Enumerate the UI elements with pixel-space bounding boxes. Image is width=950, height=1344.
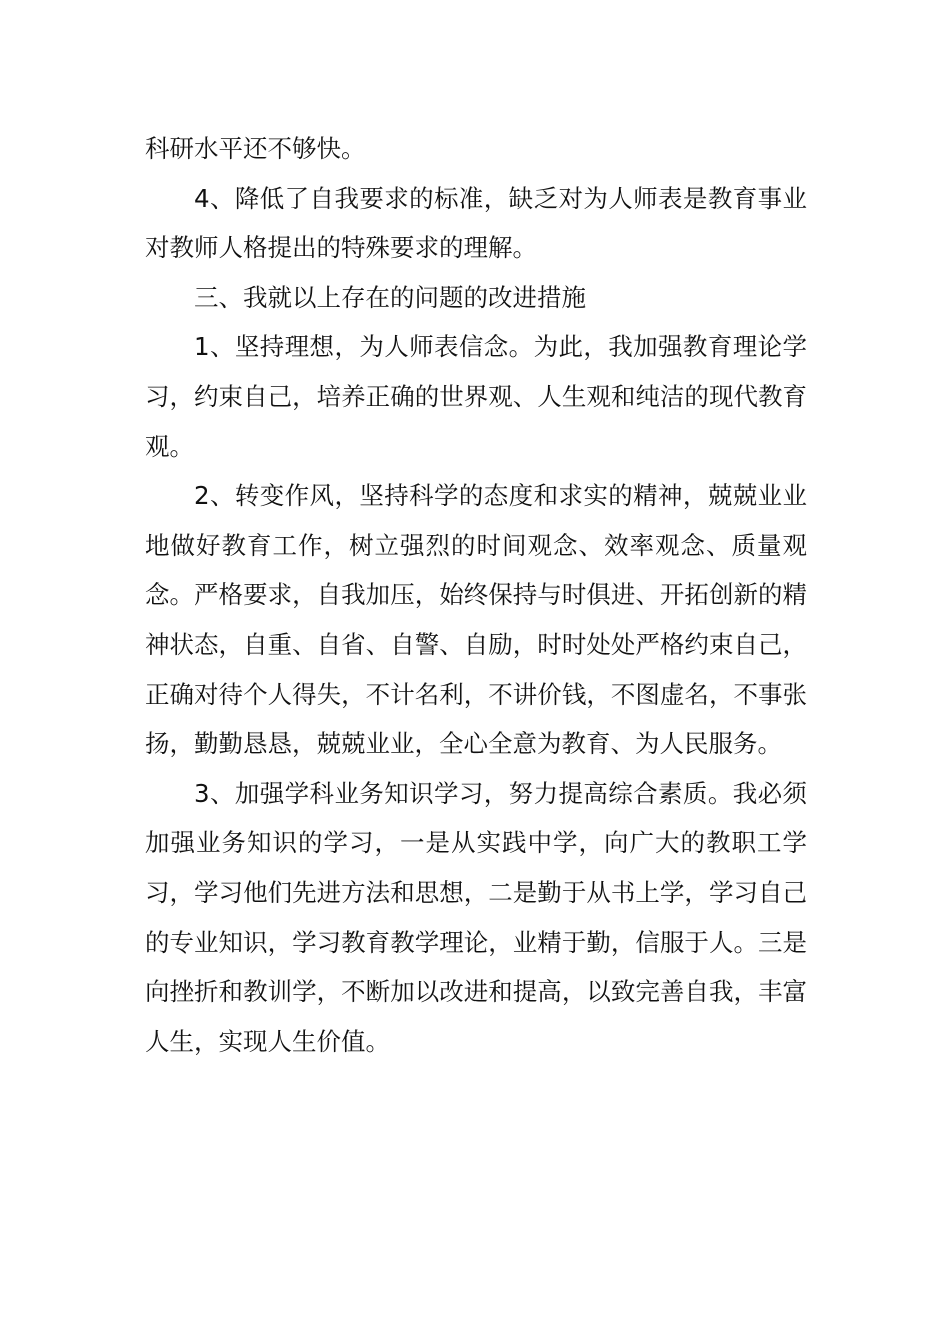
document-body bbox=[145, 124, 807, 1066]
paragraph-measure-1: 1、坚持理想，为人师表信念。为此，我加强教育理论学习，约束自己，培养正确的世界观、人生观和纯洁的现代教育观。 bbox=[145, 332, 807, 461]
paragraph-continuation: 科研水平还不够快。 bbox=[145, 134, 366, 163]
paragraph-measure-2: 2、转变作风，坚持科学的态度和求实的精神，兢兢业业地做好教育工作，树立强烈的时间观念、效率观念、质量观念。严格要求，自我加压，始终保持与时俱进、开拓创新的精神状态，自重、自省、自警、自励，时时处处严格约束自己，正确对待个人得失，不计名利，不讲价钱，不图虚名，不事张扬，勤勤恳恳，兢兢业业，全心全意为教育、为人民服务。 bbox=[145, 481, 807, 759]
paragraph-measure-3: 3、加强学科业务知识学习，努力提高综合素质。我必须加强业务知识的学习，一是从实践中学，向广大的教职工学习，学习他们先进方法和思想，二是勤于从书上学，学习自己的专业知识，学习教育教学理论，业精于勤，信服于人。三是向挫折和教训学，不断加以改进和提高，以致完善自我，丰富人生，实现人生价值。 bbox=[145, 778, 807, 1056]
paragraph-item-4: 4、降低了自我要求的标准，缺乏对为人师表是教育事业对教师人格提出的特殊要求的理解。 bbox=[145, 183, 807, 263]
section-heading-3: 三、我就以上存在的问题的改进措施 bbox=[194, 282, 586, 312]
